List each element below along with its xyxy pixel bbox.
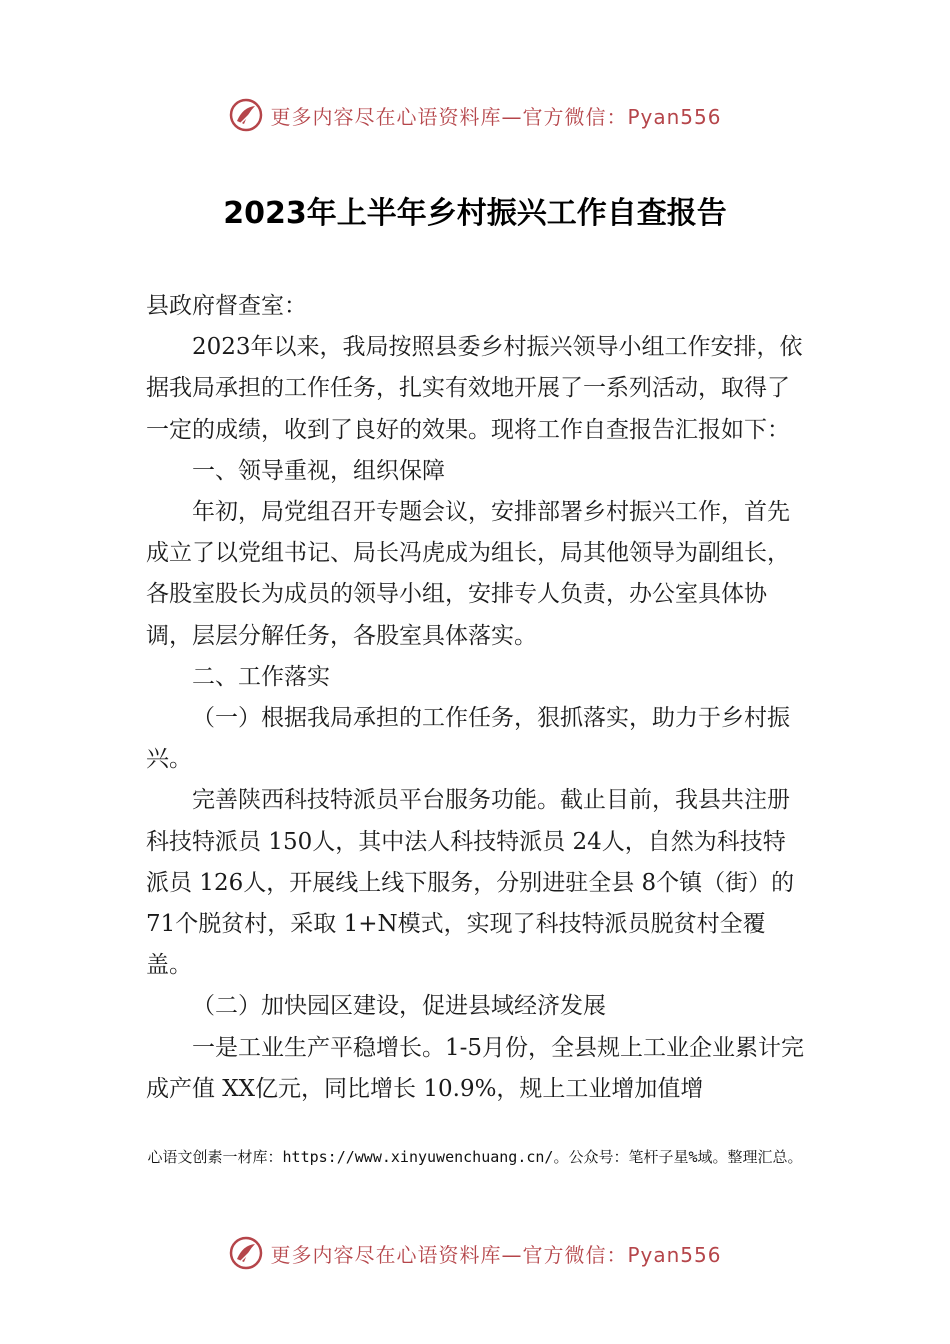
paragraph: 2023年以来，我局按照县委乡村振兴领导小组工作安排，依据我局承担的工作任务，扎实有效地开展了一系列活动，取得了一定的成绩，收到了良好的效果。现将工作自查报告汇报如下： bbox=[146, 334, 803, 443]
brush-logo-icon bbox=[228, 1235, 264, 1271]
source-footer-note: 心语文创素一材库：https://www.xinyuwenchuang.cn/。公众号：笔杆子星%域。整理汇总。 bbox=[147, 1148, 803, 1166]
document-body bbox=[146, 286, 808, 1110]
section-heading: 一、领导重视，组织保障 bbox=[192, 457, 445, 484]
paragraph: 完善陕西科技特派员平台服务功能。截止目前，我县共注册科技特派员 150人，其中法人科技特派员 24人，自然为科技特派员 126人，开展线上线下服务，分别进驻全县 8个镇（街）的 71个脱贫村，采取 1+N模式，实现了科技特派员脱贫村全覆盖。 bbox=[146, 787, 795, 979]
subsection-heading: （一）根据我局承担的工作任务，狠抓落实，助力于乡村振兴。 bbox=[146, 705, 790, 773]
watermark-banner-bottom bbox=[0, 1233, 950, 1273]
salutation: 县政府督查室： bbox=[146, 293, 307, 319]
brush-logo-icon bbox=[228, 97, 264, 133]
paragraph: 年初，局党组召开专题会议，安排部署乡村振兴工作，首先成立了以党组书记、局长冯虎成为组长，局其他领导为副组长，各股室股长为成员的领导小组，安排专人负责，办公室具体协调，层层分解任务，各股室具体落实。 bbox=[146, 499, 790, 649]
subsection-heading: （二）加快园区建设，促进县域经济发展 bbox=[192, 993, 606, 1020]
watermark-banner-top bbox=[0, 95, 950, 135]
watermark-text: 更多内容尽在心语资料库—官方微信：Pyan556 bbox=[270, 104, 722, 129]
watermark-text: 更多内容尽在心语资料库—官方微信：Pyan556 bbox=[270, 1242, 722, 1267]
document-title: 2023年上半年乡村振兴工作自查报告 bbox=[223, 196, 727, 231]
paragraph: 一是工业生产平稳增长。1-5月份，全县规上工业企业累计完成产值 XX亿元，同比增长 10.9%，规上工业增加值增 bbox=[146, 1034, 805, 1102]
section-heading: 二、工作落实 bbox=[192, 663, 330, 690]
